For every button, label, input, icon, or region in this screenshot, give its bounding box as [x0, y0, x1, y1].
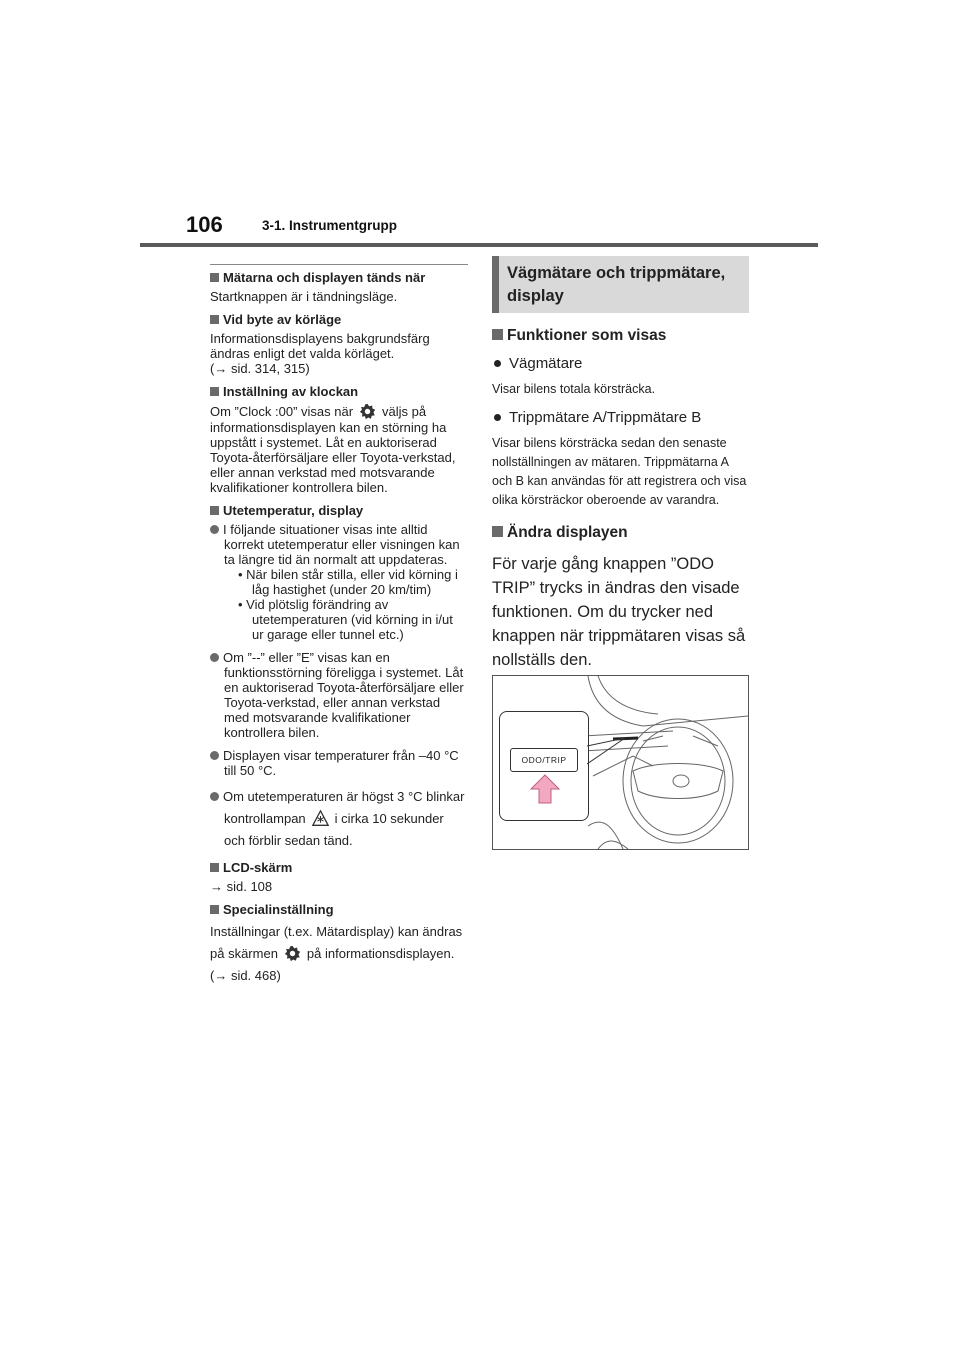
- circle-bullet-icon: [210, 653, 219, 662]
- section-header: [492, 256, 749, 313]
- callout-line: [587, 716, 627, 766]
- text-drive-mode: Informationsdisplayens bakgrundsfärg ändras enligt det valda körläget. (→ sid. 314, 315): [210, 331, 430, 376]
- heading-special-setting: Specialinställning: [210, 902, 468, 917]
- square-bullet-icon: [210, 387, 219, 396]
- left-column: [210, 264, 468, 995]
- heading-clock: Inställning av klockan: [210, 384, 468, 399]
- text-lcd-ref: → sid. 108: [210, 879, 273, 894]
- odo-trip-illustration: [492, 675, 749, 850]
- square-bullet-icon: [492, 526, 503, 537]
- section-header-bar: [492, 256, 499, 313]
- text-special-setting: Inställningar (t.ex. Mätardisplay) kan ändras på skärmen på informationsdisplayen. (→ sid. 468): [210, 924, 463, 983]
- square-bullet-icon: [210, 863, 219, 872]
- heading-drive-mode: Vid byte av körläge: [210, 312, 468, 327]
- heading-change-display: Ändra displayen: [492, 524, 749, 542]
- heading-outside-temp: Utetemperatur, display: [210, 503, 468, 518]
- text-clock: Om ”Clock :00” visas när väljs på informationsdisplayen kan en störning ha uppstått i systemet. Låt en auktoriserad Toyota-återförsäljare eller Toyota-verkstad, eller annan verkstad med motsvarande kvalifikationer kontrollera bilen.: [210, 404, 456, 495]
- list-item: Trippmätare A/Trippmätare B: [492, 409, 749, 426]
- square-bullet-icon: [210, 273, 219, 282]
- heading-lcd: LCD-skärm: [210, 860, 468, 875]
- ice-warning-icon: [312, 810, 329, 827]
- sub-list-item: • Vid plötslig förändring av utetemperaturen (vid körning in i/ut ur garage eller tunnel etc.): [238, 597, 453, 642]
- square-bullet-icon: [210, 506, 219, 515]
- heading-functions: Funktioner som visas: [492, 327, 749, 345]
- circle-bullet-icon: [210, 525, 219, 534]
- page-ref: (→ sid. 314, 315): [210, 361, 310, 376]
- square-bullet-icon: [210, 315, 219, 324]
- heading-gauges-on: Mätarna och displayen tänds när: [210, 270, 468, 285]
- circle-bullet-icon: [210, 792, 219, 801]
- dot-bullet-icon: [494, 414, 501, 421]
- text-tripmeter: Visar bilens körsträcka sedan den senaste nollställningen av mätaren. Trippmätarna A och B kan användas för att registrera och visa olika körsträckor oberoende av varandra.: [492, 436, 747, 507]
- dot-bullet-icon: [494, 360, 501, 367]
- gear-icon: [359, 403, 376, 420]
- chapter-title: 3-1. Instrumentgrupp: [262, 218, 398, 233]
- press-arrow-icon: [530, 774, 560, 804]
- text-change-display: För varje gång knappen ”ODO TRIP” trycks in ändras den visade funktionen. Om du trycker ned knappen när trippmätaren visas så nollställs den.: [492, 555, 746, 669]
- section-title: Vägmätare och trippmätare, display: [507, 264, 726, 305]
- header-rule: [140, 243, 818, 247]
- sub-list-item: • När bilen står stilla, eller vid körning i låg hastighet (under 20 km/tim): [238, 567, 458, 597]
- list-item: I följande situationer visas inte alltid korrekt utetemperatur eller visningen kan ta längre tid än normalt att uppdateras. • När bilen står stilla, eller vid körning i låg hastighet (under 20 km/tim) • Vid plötslig förändring av utetemperaturen (vid körning in i/ut ur garage eller tunnel etc.): [210, 522, 468, 642]
- section-rule: [210, 264, 468, 265]
- circle-bullet-icon: [210, 751, 219, 760]
- list-item: Displayen visar temperaturer från –40 °C till 50 °C.: [210, 748, 468, 778]
- callout-box: [499, 711, 589, 821]
- right-column: [492, 256, 749, 672]
- list-item: Om utetemperaturen är högst 3 °C blinkar kontrollampan i cirka 10 sekunder och förblir sedan tänd.: [210, 786, 468, 852]
- text-odometer: Visar bilens totala körsträcka.: [492, 382, 656, 396]
- list-item: Vägmätare: [492, 355, 749, 372]
- text-gauges-on: Startknappen är i tändningsläge.: [210, 289, 398, 304]
- odo-trip-button: ODO/TRIP: [510, 748, 578, 772]
- list-item: Om ”--” eller ”E” visas kan en funktionsstörning föreligga i systemet. Låt en auktoriserad Toyota-återförsäljare eller Toyota-verkstad, eller annan verkstad med motsvarande kvalifikationer kontrollera bilen.: [210, 650, 468, 740]
- page-number: 106: [186, 212, 223, 237]
- square-bullet-icon: [492, 329, 503, 340]
- square-bullet-icon: [210, 905, 219, 914]
- gear-icon: [284, 945, 301, 962]
